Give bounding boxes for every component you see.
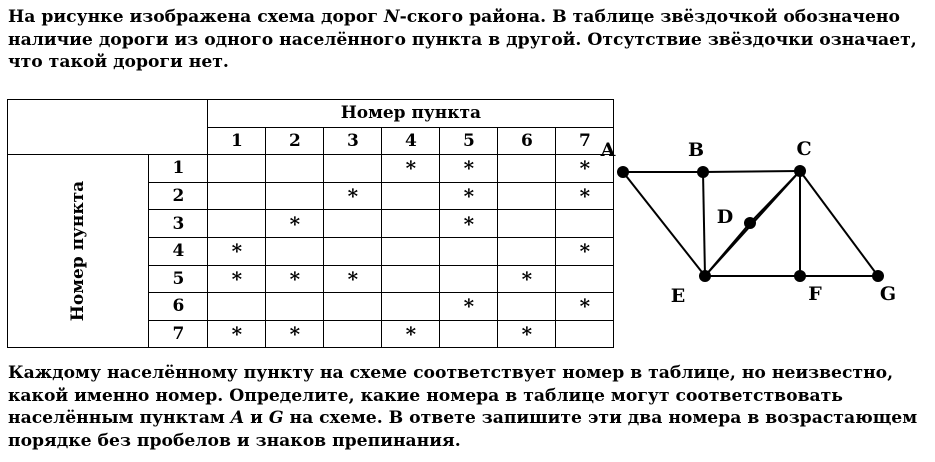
node-label: A — [600, 139, 616, 161]
table-cell: * — [208, 237, 266, 265]
node-label: B — [687, 139, 705, 161]
table-cell — [266, 155, 324, 183]
row-header: 7 — [149, 320, 208, 348]
table-cell — [382, 265, 440, 293]
question-line-2 — [8, 385, 924, 408]
node-C — [794, 165, 806, 177]
question-line-1 — [8, 362, 924, 385]
table-cell — [266, 237, 324, 265]
table-cell: * — [440, 210, 498, 238]
table-cell — [440, 237, 498, 265]
table-cell: * — [266, 210, 324, 238]
column-header: 6 — [498, 127, 556, 155]
question-text: порядке без пробелов и знаков препинания. — [8, 430, 461, 451]
question-line-3 — [8, 407, 924, 430]
table-cell: * — [498, 320, 556, 348]
node-A — [617, 166, 629, 178]
row-header: 6 — [149, 293, 208, 321]
table-cell: * — [324, 182, 382, 210]
row-header: 5 — [149, 265, 208, 293]
italic-variable: N — [383, 7, 400, 27]
question-text: и — [244, 408, 269, 428]
table-cell — [382, 237, 440, 265]
question-text: населённым пунктам — [8, 408, 231, 428]
row-header: 2 — [149, 182, 208, 210]
table-cell — [440, 265, 498, 293]
node-G — [872, 270, 884, 282]
table-cell — [382, 210, 440, 238]
table-cell — [208, 210, 266, 238]
table-cell — [498, 237, 556, 265]
intro-line-1 — [8, 6, 924, 29]
row-header: 3 — [149, 210, 208, 238]
table-cell — [382, 182, 440, 210]
row-header: 4 — [149, 237, 208, 265]
table-corner — [8, 100, 208, 155]
table-cell — [208, 293, 266, 321]
node-label: G — [879, 283, 897, 305]
table-cell — [324, 237, 382, 265]
column-header: 2 — [266, 127, 324, 155]
table-cell: * — [208, 320, 266, 348]
problem-intro — [8, 6, 924, 74]
table-cell — [382, 293, 440, 321]
table-cell: * — [266, 320, 324, 348]
table-cell — [498, 182, 556, 210]
problem-question — [8, 362, 924, 452]
row-header: 1 — [149, 155, 208, 183]
question-text: какой именно номер. Определите, какие номера в таблице могут соответствовать — [8, 385, 843, 406]
table-row — [8, 155, 614, 183]
table-cell — [498, 155, 556, 183]
italic-variable: G — [268, 408, 284, 428]
column-header: 4 — [382, 127, 440, 155]
column-header: 5 — [440, 127, 498, 155]
node-B — [697, 166, 709, 178]
road-edge-B-E — [703, 172, 705, 276]
table-cell — [208, 182, 266, 210]
table-cell — [324, 210, 382, 238]
table-cell: * — [324, 265, 382, 293]
table-cell: * — [498, 265, 556, 293]
table-cell: * — [208, 265, 266, 293]
question-text: на схеме. В ответе запишите эти два номера в возрастающем — [283, 408, 918, 428]
node-label: E — [670, 285, 686, 307]
table-cell: * — [556, 182, 614, 210]
table-cell — [266, 293, 324, 321]
road-edge-B-C — [703, 171, 800, 172]
table-cell: * — [556, 237, 614, 265]
table-cell: * — [382, 155, 440, 183]
table-cell — [324, 155, 382, 183]
intro-text: что такой дороги нет. — [8, 52, 229, 72]
intro-text: -ского района. В таблице звёздочкой обозначено — [399, 7, 900, 27]
node-label: F — [808, 283, 822, 305]
node-F — [794, 270, 806, 282]
adjacency-table — [7, 99, 614, 348]
node-E — [699, 270, 711, 282]
row-group-header-label: Номер пункта — [68, 181, 89, 322]
table-cell: * — [382, 320, 440, 348]
table-cell: * — [440, 155, 498, 183]
row-group-header — [8, 155, 149, 348]
table-cell — [266, 182, 324, 210]
column-header: 1 — [208, 127, 266, 155]
table-cell — [498, 293, 556, 321]
table-cell — [324, 293, 382, 321]
question-text: Каждому населённому пункту на схеме соответствует номер в таблице, но неизвестно, — [8, 363, 894, 383]
column-header: 3 — [324, 127, 382, 155]
table-cell — [440, 320, 498, 348]
column-group-header: Номер пункта — [208, 100, 614, 128]
question-line-4 — [8, 430, 924, 453]
table-cell: * — [440, 182, 498, 210]
italic-variable: A — [230, 408, 245, 428]
intro-line-2 — [8, 29, 924, 52]
node-label: D — [716, 206, 734, 228]
table-cell: * — [556, 293, 614, 321]
road-scheme-diagram — [590, 128, 920, 308]
road-edge-C-G — [800, 171, 878, 276]
table-cell: * — [556, 155, 614, 183]
road-edge-A-E — [623, 172, 705, 276]
intro-text: наличие дороги из одного населённого пункта в другой. Отсутствие звёздочки означает, — [8, 29, 917, 50]
node-label: C — [796, 138, 812, 160]
node-D — [744, 217, 756, 229]
table-cell: * — [440, 293, 498, 321]
intro-line-3 — [8, 51, 924, 74]
intro-text: На рисунке изображена схема дорог — [8, 7, 384, 27]
table-cell — [324, 320, 382, 348]
table-cell — [208, 155, 266, 183]
table-cell: * — [266, 265, 324, 293]
table-cell — [556, 320, 614, 348]
column-header: 7 — [556, 127, 614, 155]
table-cell — [498, 210, 556, 238]
